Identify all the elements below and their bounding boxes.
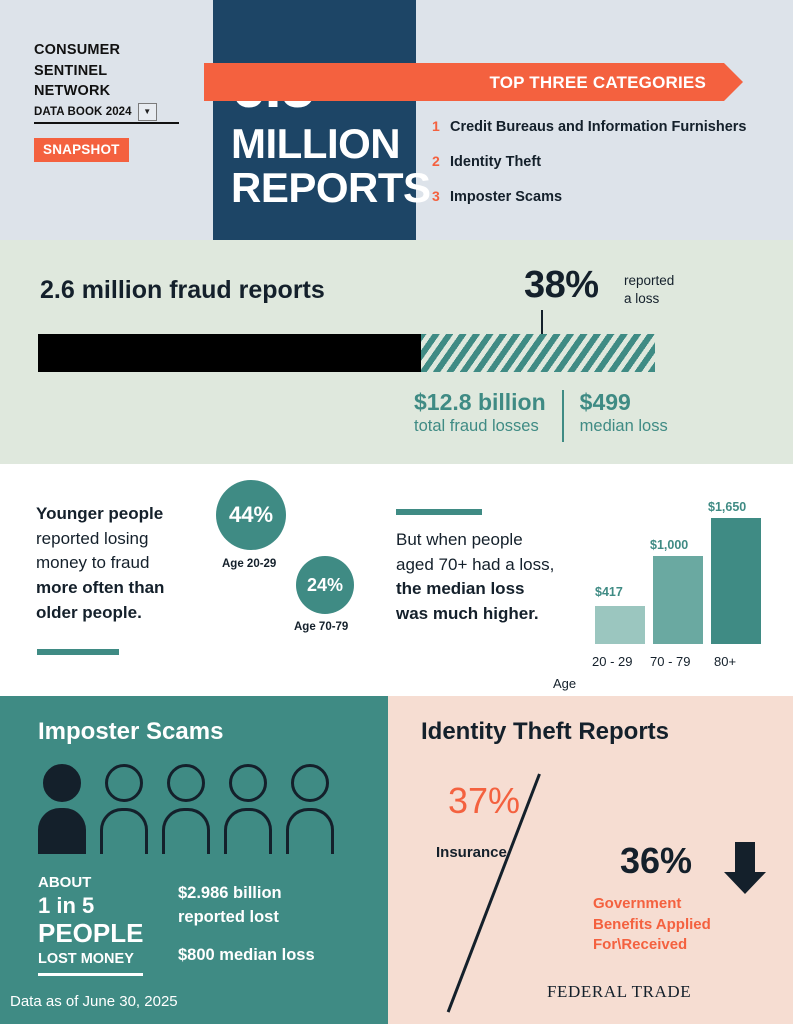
header-section bbox=[0, 0, 793, 240]
category-label: Identity Theft bbox=[450, 154, 542, 170]
top-categories-banner bbox=[204, 63, 724, 101]
one-in-five-block bbox=[38, 874, 158, 976]
age-section bbox=[0, 464, 793, 696]
but-line-1: But when people bbox=[396, 530, 523, 549]
age-bubble-70-79-label: Age 70-79 bbox=[294, 621, 349, 633]
younger-line-1: Younger people bbox=[36, 504, 164, 523]
top-categories-list bbox=[432, 118, 793, 223]
but-line-2: aged 70+ had a loss, bbox=[396, 554, 555, 574]
category-rank: 2 bbox=[432, 153, 440, 169]
imposter-reported-lost-label: reported lost bbox=[178, 907, 279, 926]
category-rank: 1 bbox=[432, 118, 440, 134]
data-as-of: Data as of June 30, 2025 bbox=[10, 993, 178, 1010]
bottom-section bbox=[0, 696, 793, 1024]
list-item bbox=[432, 153, 793, 170]
category-label: Imposter Scams bbox=[450, 189, 563, 205]
gov-benefits-label-line-3: For\Received bbox=[593, 936, 688, 954]
younger-underline bbox=[37, 649, 119, 655]
fraud-note-line-2: a loss bbox=[624, 291, 660, 307]
insurance-percent: 37% bbox=[448, 780, 521, 821]
but-line-4: was much higher. bbox=[396, 603, 539, 623]
gov-benefits-label-line-1: Government bbox=[593, 895, 682, 912]
fraud-reports-title: 2.6 million fraud reports bbox=[40, 276, 325, 304]
fraud-loss-stats bbox=[414, 388, 668, 442]
older-losses-rule bbox=[396, 509, 482, 515]
total-fraud-losses-label: total fraud losses bbox=[414, 416, 539, 435]
fraud-proportion-bar bbox=[38, 334, 655, 372]
bar-value-label: $1,650 bbox=[708, 500, 747, 514]
data-book-selector[interactable] bbox=[34, 103, 179, 124]
total-fraud-losses-value: $12.8 billion bbox=[414, 389, 546, 415]
chart-axis-label: Age bbox=[553, 676, 577, 691]
fraud-loss-percent: 38% bbox=[524, 264, 599, 306]
agency-name: FEDERAL TRADE bbox=[547, 982, 692, 1001]
younger-line-4: more often than bbox=[36, 577, 165, 597]
fraud-loss-percent-note bbox=[624, 272, 674, 308]
gov-benefits-label-line-2: Benefits Applied bbox=[593, 915, 711, 933]
age-bubble-20-29-label: Age 20-29 bbox=[222, 558, 277, 570]
arrow-down-icon bbox=[724, 842, 766, 894]
identity-theft-panel bbox=[388, 696, 793, 1024]
people-icon-group bbox=[38, 764, 358, 864]
reports-word: REPORTS bbox=[231, 164, 431, 211]
bar-category-label: 70 - 79 bbox=[650, 654, 691, 669]
older-losses-text bbox=[396, 528, 596, 627]
brand-line-2: SENTINEL bbox=[34, 62, 108, 79]
list-item bbox=[432, 188, 793, 205]
identity-theft-title: Identity Theft Reports bbox=[421, 718, 670, 745]
median-loss-label: median loss bbox=[579, 416, 668, 435]
bar-category-label: 80+ bbox=[714, 654, 737, 669]
snapshot-badge: SNAPSHOT bbox=[34, 138, 129, 162]
one-in-five-ratio: 1 in 5 bbox=[38, 892, 95, 918]
bar-category-label: 20 - 29 bbox=[592, 654, 633, 669]
age-bubble-20-29: 44% bbox=[216, 480, 286, 550]
lost-money-word: LOST MONEY bbox=[38, 950, 134, 967]
imposter-reported-lost-value: $2.986 billion bbox=[178, 884, 282, 902]
category-label: Credit Bureaus and Information Furnishers bbox=[450, 119, 747, 135]
bar-80-plus bbox=[711, 518, 761, 644]
median-loss-bar-chart bbox=[590, 484, 770, 674]
imposter-scams-panel bbox=[0, 696, 388, 1024]
list-item bbox=[432, 118, 793, 135]
bar-20-29 bbox=[595, 606, 645, 644]
fraud-section bbox=[0, 240, 793, 464]
fraud-note-line-1: reported bbox=[624, 273, 675, 288]
median-loss bbox=[580, 388, 668, 437]
bar-value-label: $417 bbox=[595, 585, 623, 599]
age-bubble-70-79: 24% bbox=[296, 556, 354, 614]
about-underline bbox=[38, 973, 143, 976]
brand-line-3: NETWORK bbox=[34, 83, 111, 100]
brand-line-1: CONSUMER bbox=[34, 42, 121, 58]
younger-line-5: older people. bbox=[36, 602, 142, 622]
younger-line-3: money to fraud bbox=[36, 553, 150, 573]
chevron-down-icon[interactable]: ▼ bbox=[138, 103, 157, 121]
imposter-median-loss: $800 median loss bbox=[178, 946, 315, 964]
gov-benefits-label bbox=[593, 894, 773, 956]
imposter-reported-lost bbox=[178, 882, 282, 930]
category-rank: 3 bbox=[432, 188, 440, 204]
reports-million-word: MILLION bbox=[231, 120, 401, 167]
median-loss-value: $499 bbox=[579, 389, 631, 415]
bar-value-label: $1,000 bbox=[650, 538, 689, 552]
gov-benefits-percent: 36% bbox=[620, 840, 693, 881]
younger-people-text bbox=[36, 502, 216, 625]
reports-highlight-box bbox=[213, 0, 431, 240]
about-word: ABOUT bbox=[38, 874, 92, 891]
fraud-loss-hatched-segment bbox=[421, 334, 655, 372]
top-categories-title: TOP THREE CATEGORIES bbox=[489, 73, 706, 92]
total-fraud-losses bbox=[414, 388, 546, 437]
brand-block bbox=[34, 40, 194, 162]
data-book-label: DATA BOOK 2024 bbox=[34, 105, 132, 118]
people-word: PEOPLE bbox=[38, 918, 144, 949]
but-line-3: the median loss bbox=[396, 579, 525, 599]
percent-pointer-line bbox=[541, 310, 543, 336]
bar-70-79 bbox=[653, 556, 703, 644]
imposter-scams-title: Imposter Scams bbox=[38, 718, 224, 745]
stat-divider bbox=[562, 390, 564, 442]
younger-line-2: reported losing bbox=[36, 528, 149, 548]
insurance-label: Insurance bbox=[436, 844, 507, 861]
